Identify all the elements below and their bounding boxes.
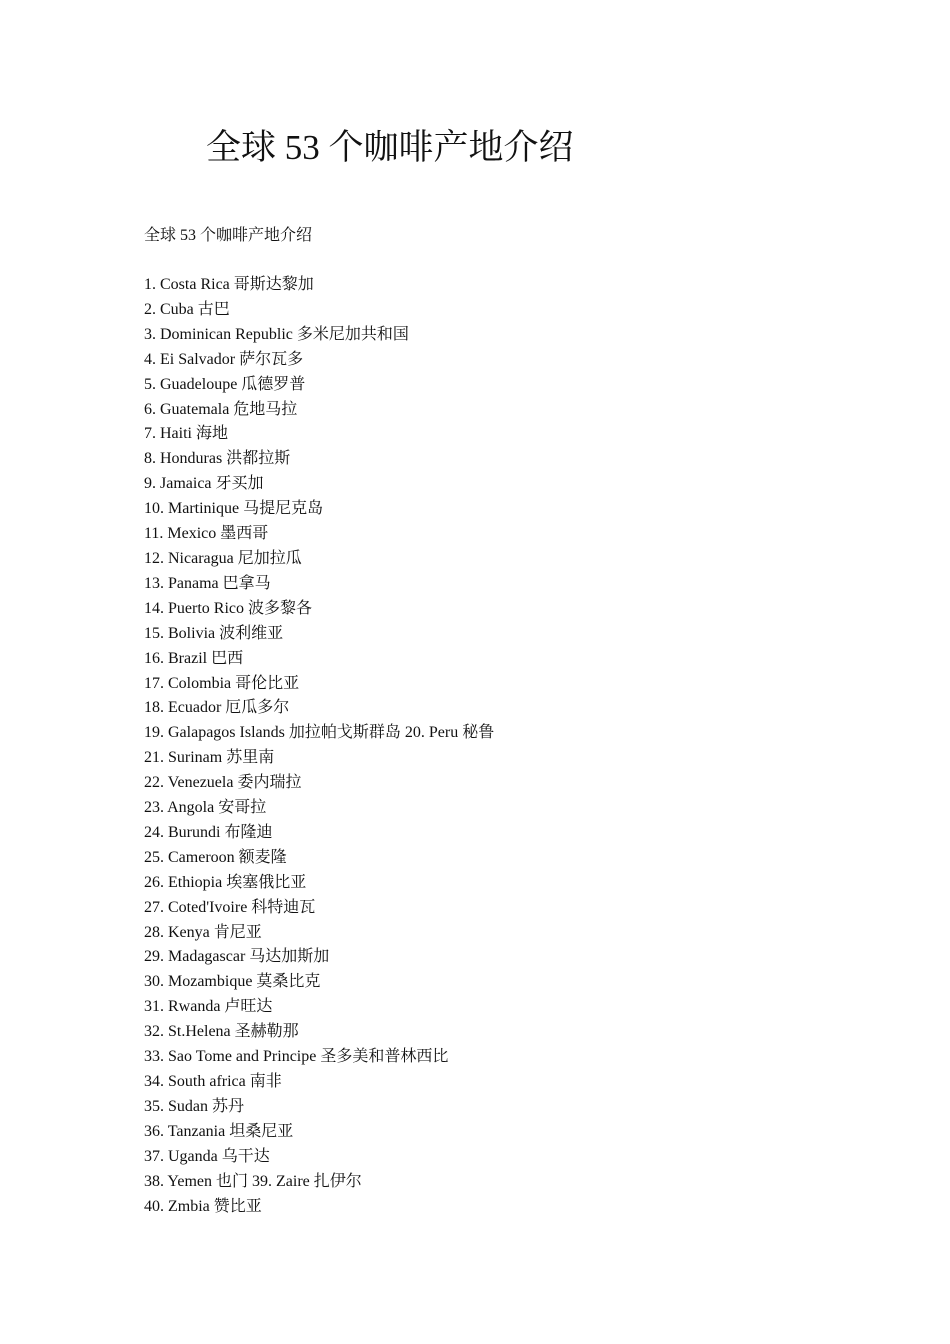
list-item: 19. Galapagos Islands 加拉帕戈斯群岛 20. Peru 秘鲁 <box>144 724 495 742</box>
list-item: 31. Rwanda 卢旺达 <box>144 998 273 1016</box>
list-item: 28. Kenya 肯尼亚 <box>144 923 262 941</box>
list-item: 22. Venezuela 委内瑞拉 <box>144 774 302 792</box>
document-subtitle: 全球 53 个咖啡产地介绍 <box>144 227 313 244</box>
list-item: 40. Zmbia 赞比亚 <box>144 1197 262 1215</box>
list-item: 15. Bolivia 波利维亚 <box>144 624 284 642</box>
list-item: 18. Ecuador 厄瓜多尔 <box>144 699 290 717</box>
list-item: 29. Madagascar 马达加斯加 <box>144 948 330 966</box>
list-item: 24. Burundi 布隆迪 <box>144 823 273 841</box>
list-item: 6. Guatemala 危地马拉 <box>144 400 298 418</box>
list-item: 25. Cameroon 额麦隆 <box>144 848 287 866</box>
list-item: 10. Martinique 马提尼克岛 <box>144 500 324 518</box>
list-item: 38. Yemen 也门 39. Zaire 扎伊尔 <box>144 1172 362 1190</box>
list-item: 34. South africa 南非 <box>144 1073 282 1090</box>
list-item: 9. Jamaica 牙买加 <box>144 475 264 493</box>
list-item: 17. Colombia 哥伦比亚 <box>144 674 300 692</box>
list-item: 30. Mozambique 莫桑比克 <box>144 973 321 991</box>
list-item: 11. Mexico 墨西哥 <box>144 525 269 543</box>
list-item: 33. Sao Tome and Principe 圣多美和普林西比 <box>144 1048 449 1066</box>
page-title: 全球 53 个咖啡产地介绍 <box>206 128 574 167</box>
list-item: 2. Cuba 古巴 <box>144 300 230 318</box>
list-item: 5. Guadeloupe 瓜德罗普 <box>144 375 306 393</box>
list-item: 26. Ethiopia 埃塞俄比亚 <box>144 873 307 891</box>
list-item: 35. Sudan 苏丹 <box>144 1097 245 1115</box>
list-item: 13. Panama 巴拿马 <box>144 574 271 592</box>
list-item: 12. Nicaragua 尼加拉瓜 <box>144 549 302 567</box>
list-item: 27. Coted'Ivoire 科特迪瓦 <box>144 898 316 916</box>
list-item: 4. Ei Salvador 萨尔瓦多 <box>144 350 304 368</box>
list-item: 36. Tanzania 坦桑尼亚 <box>144 1122 294 1140</box>
list-item: 16. Brazil 巴西 <box>144 649 244 667</box>
list-item: 3. Dominican Republic 多米尼加共和国 <box>144 325 409 343</box>
list-item: 7. Haiti 海地 <box>144 425 228 443</box>
list-item: 1. Costa Rica 哥斯达黎加 <box>144 276 314 293</box>
list-item: 8. Honduras 洪都拉斯 <box>144 450 291 468</box>
list-item: 37. Uganda 乌干达 <box>144 1147 270 1165</box>
list-item: 32. St.Helena 圣赫勒那 <box>144 1023 299 1041</box>
list-item: 23. Angola 安哥拉 <box>144 799 267 817</box>
country-list <box>144 273 494 1219</box>
list-item: 21. Surinam 苏里南 <box>144 749 275 767</box>
list-item: 14. Puerto Rico 波多黎各 <box>144 599 312 617</box>
